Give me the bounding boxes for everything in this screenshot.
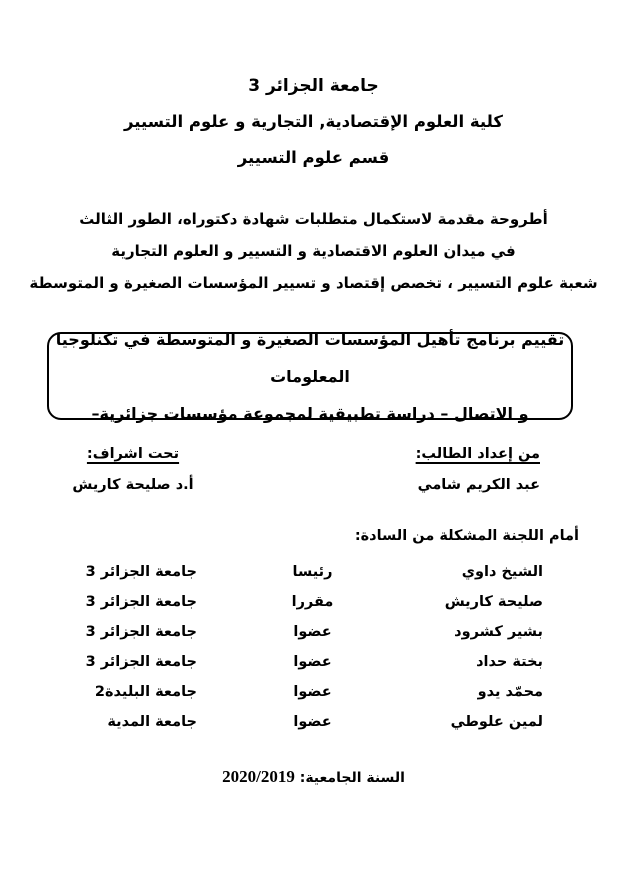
member-university: جامعة البليدة2 bbox=[94, 684, 197, 700]
committee-label: أمام اللجنة المشكلة من السادة: bbox=[354, 528, 579, 544]
member-name: صليحة كاريش bbox=[444, 594, 543, 610]
thesis-title-line1: تقييم برنامج تأهيل المؤسسات الصغيرة و المتوسطة في تكنلوجيا المعلومات bbox=[55, 329, 565, 386]
institution-header bbox=[0, 68, 627, 176]
member-role: عضوا bbox=[293, 624, 332, 640]
university-name: جامعة الجزائر 3 bbox=[248, 76, 379, 96]
member-university: جامعة الجزائر 3 bbox=[85, 654, 197, 670]
committee-row bbox=[85, 587, 543, 617]
author-name: عبد الكريم شامي bbox=[417, 477, 540, 493]
member-university: جامعة الجزائر 3 bbox=[85, 564, 197, 580]
supervisor-label: تحت اشراف: bbox=[86, 446, 180, 462]
member-role: عضوا bbox=[293, 684, 332, 700]
supervisor-name: أ.د صليحة كاريش bbox=[72, 477, 194, 493]
member-university: جامعة الجزائر 3 bbox=[85, 594, 197, 610]
committee-row bbox=[85, 617, 543, 647]
author-block bbox=[416, 444, 540, 495]
member-name: بختة حداد bbox=[476, 654, 543, 670]
academic-year-footer bbox=[0, 767, 627, 787]
department-name: قسم علوم التسيير bbox=[237, 148, 390, 167]
member-role: عضوا bbox=[293, 714, 332, 730]
thesis-intro-line1: أطروحة مقدمة لاستكمال متطلبات شهادة دكتوراه، الطور الثالث bbox=[79, 210, 548, 228]
committee-row bbox=[85, 707, 543, 737]
member-university: جامعة المدية bbox=[107, 714, 197, 730]
academic-year-label: السنة الجامعية: bbox=[299, 770, 405, 786]
member-role: عضوا bbox=[293, 654, 332, 670]
thesis-title-line2: و الاتصال – دراسة تطبيقية لمجموعة مؤسسات جزائرية– bbox=[91, 403, 529, 423]
committee-row bbox=[85, 647, 543, 677]
thesis-intro-line2: في ميدان العلوم الاقتصادية و التسيير و العلوم التجارية bbox=[111, 242, 516, 260]
committee-row bbox=[85, 677, 543, 707]
author-label: من إعداد الطالب: bbox=[415, 446, 540, 462]
member-role: مقررا bbox=[291, 594, 334, 610]
member-name: محمّد يدو bbox=[477, 684, 543, 700]
committee-table bbox=[85, 557, 543, 737]
member-role: رئيسا bbox=[292, 564, 333, 580]
thesis-intro bbox=[0, 203, 627, 299]
member-name: الشيخ داوي bbox=[461, 564, 543, 580]
member-name: لمين علوطي bbox=[450, 714, 543, 730]
committee-row bbox=[85, 557, 543, 587]
faculty-name: كلية العلوم الإقتصادية, التجارية و علوم التسيير bbox=[124, 112, 503, 131]
academic-year-value: 2020/2019 bbox=[222, 767, 295, 786]
member-name: بشير كشرود bbox=[454, 624, 543, 640]
supervisor-block bbox=[58, 444, 208, 495]
member-university: جامعة الجزائر 3 bbox=[85, 624, 197, 640]
thesis-intro-line3: شعبة علوم التسيير ، تخصص إقتصاد و تسيير المؤسسات الصغيرة و المتوسطة bbox=[29, 274, 598, 292]
thesis-title-box bbox=[47, 329, 573, 423]
